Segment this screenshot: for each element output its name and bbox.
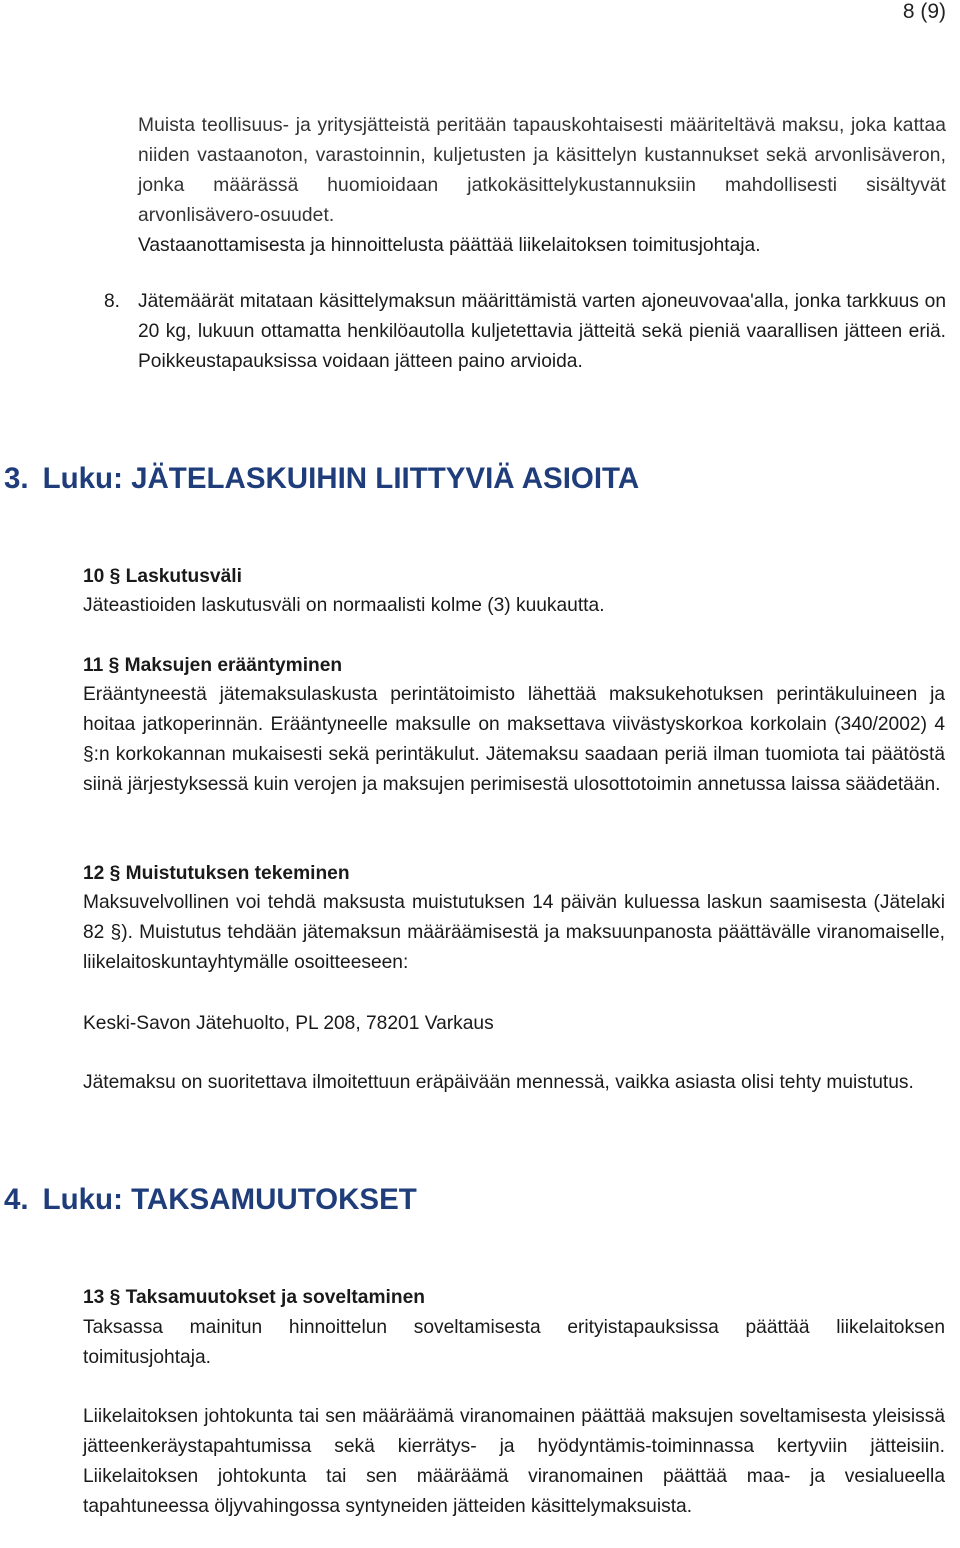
section-13-title: 13 § Taksamuutokset ja soveltaminen	[83, 1287, 425, 1308]
chapter-3-heading	[4, 461, 639, 497]
chapter-title: Luku: TAKSAMUUTOKSET	[42, 1183, 417, 1216]
item-text: Jätemäärät mitataan käsittelymaksun määrittämistä varten ajoneuvovaa'alla, jonka tarkkuus on 20 kg, lukuun ottamatta henkilöautolla kuljetettavia jätteitä sekä pieniä vaarallisen jätteen eriä. Poikkeustapauksissa voidaan jätteen paino arvioida.	[138, 291, 946, 372]
section-11-title: 11 § Maksujen erääntyminen	[83, 655, 343, 676]
section-13-text-2: Liikelaitoksen johtokunta tai sen määräämä viranomainen päättää maksujen soveltamisesta yleisissä jätteenkeräystapahtumissa sekä kierrätys- ja hyödyntämis-toiminnassa kertyviin jätteisiin. Liikelaitoksen johtokunta tai sen määräämä viranomainen päättää maa- ja vesialueella tapahtuneessa öljyvahingossa syntyneiden jätteiden käsittelymaksuista.	[83, 1406, 945, 1517]
numbered-item-8	[104, 287, 946, 377]
section-12-title: 12 § Muistutuksen tekeminen	[83, 863, 350, 884]
chapter-number: 3.	[4, 462, 29, 495]
section-10-text: Jäteastioiden laskutusväli on normaalisti kolme (3) kuukautta.	[83, 595, 605, 616]
chapter-4-heading	[4, 1182, 417, 1218]
paragraph-industrial-waste-fees: Muista teollisuus- ja yritysjätteistä peritään tapauskohtaisesti määriteltävä maksu, joka kattaa niiden vastaanoton, varastoinnin, kuljetusten ja käsittelyn kustannukset sekä arvonlisäveron, jonka määrässä huomioidaan jatkokäsittelykustannuksiin mahdollisesti sisältyvät arvonlisävero-osuudet.	[138, 115, 946, 226]
page-number: 8 (9)	[902, 0, 946, 23]
section-11-text: Erääntyneestä jätemaksulaskusta perintätoimisto lähettää maksukehotuksen perintäkuluineen ja hoitaa jatkoperinnän. Erääntyneelle maksulle on maksettava viivästyskorkoa korkolain (340/2002) 4 §:n korkokannan mukaisesti sekä perintäkulut. Jätemaksu saadaan periä ilman tuomiota tai päätöstä siinä järjestyksessä kuin verojen ja maksujen perimisestä ulosottotoimin annetussa laissa säädetään.	[83, 684, 945, 795]
item-number: 8.	[104, 291, 121, 312]
section-13-text: Taksassa mainitun hinnoittelun soveltamisesta erityistapauksissa päättää liikelaitoksen toimitusjohtaja.	[83, 1317, 945, 1368]
paragraph-pricing-decision: Vastaanottamisesta ja hinnoittelusta päättää liikelaitoksen toimitusjohtaja.	[138, 235, 761, 256]
postal-address: Keski-Savon Jätehuolto, PL 208, 78201 Varkaus	[83, 1013, 494, 1034]
section-12-text: Maksuvelvollinen voi tehdä maksusta muistutuksen 14 päivän kuluessa laskun saamisesta (Jätelaki 82 §). Muistutus tehdään jätemaksun määräämisestä ja maksuunpanosta päättävälle viranomaiselle, liikelaitoskuntayhtymälle osoitteeseen:	[83, 892, 945, 973]
chapter-number: 4.	[4, 1183, 29, 1216]
chapter-title: Luku: JÄTELASKUIHIN LIITTYVIÄ ASIOITA	[42, 462, 640, 495]
payment-note: Jätemaksu on suoritettava ilmoitettuun eräpäivään mennessä, vaikka asiasta olisi tehty muistutus.	[83, 1072, 914, 1093]
section-10-title: 10 § Laskutusväli	[83, 566, 242, 587]
